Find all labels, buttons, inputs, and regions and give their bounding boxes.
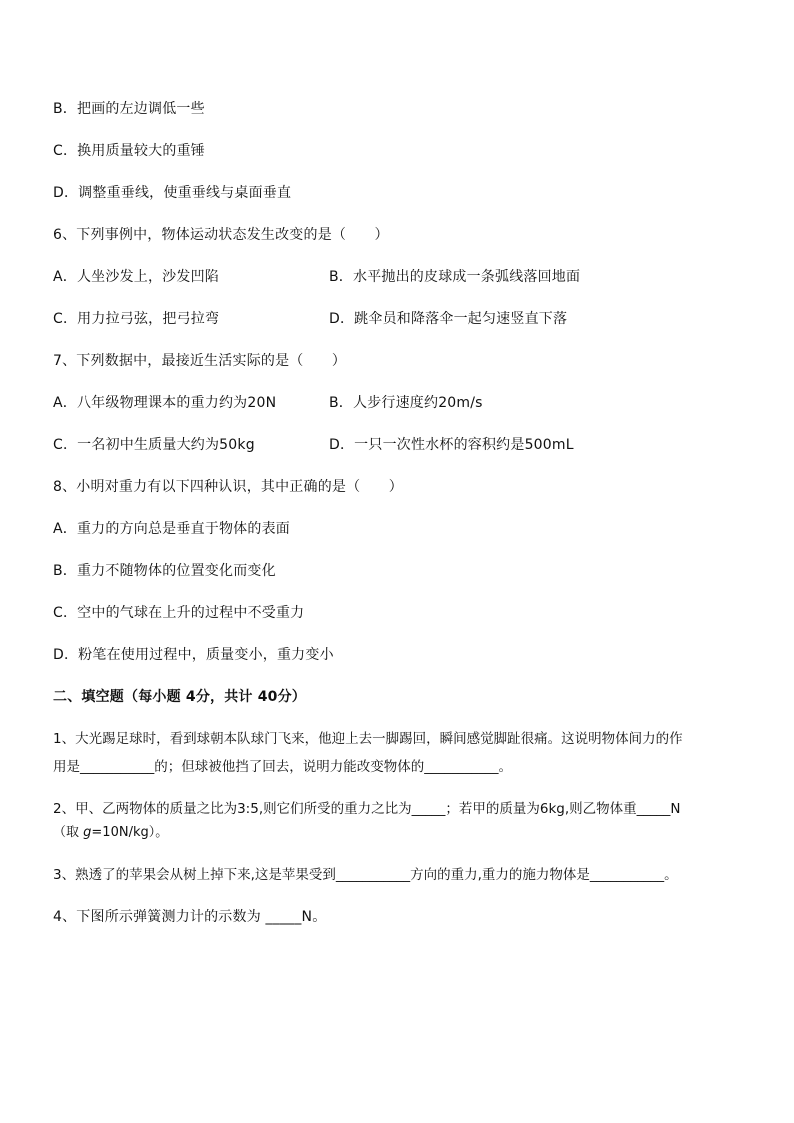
fill2-line2-prefix: （取 (53, 825, 84, 840)
q6-option-c: C．用力拉弓弦，把弓拉弯 (53, 311, 220, 327)
q6-stem: 6、下列事例中，物体运动状态发生改变的是（ ） (53, 227, 389, 243)
fill1-line2: 用是___________的；但球被他挡了回去，说明力能改变物体的___________。 (53, 759, 512, 775)
fill2-line2-suffix: =10N/kg）。 (91, 825, 169, 840)
q8-option-a: A．重力的方向总是垂直于物体的表面 (53, 521, 290, 537)
q6-option-a: A．人坐沙发上，沙发凹陷 (53, 269, 219, 285)
q6-option-b: B．水平抛出的皮球成一条弧线落回地面 (329, 269, 581, 285)
q8-stem: 8、小明对重力有以下四种认识，其中正确的是（ ） (53, 479, 403, 495)
section-heading-fill-in: 二、填空题（每小题 4分，共计 40分） (53, 689, 306, 705)
q8-option-d: D．粉笔在使用过程中，质量变小，重力变小 (53, 647, 334, 663)
q8-option-c: C．空中的气球在上升的过程中不受重力 (53, 605, 305, 621)
q5-option-b: B．把画的左边调低一些 (53, 101, 205, 117)
gravity-symbol-g: g (83, 825, 92, 840)
q7-option-d: D．一只一次性水杯的容积约是500mL (329, 437, 574, 453)
q5-option-c: C．换用质量较大的重锤 (53, 143, 205, 159)
q7-stem: 7、下列数据中，最接近生活实际的是（ ） (53, 353, 347, 369)
fill2-line1: 2、甲、乙两物体的质量之比为3:5,则它们所受的重力之比为_____；若甲的质量为6kg,则乙物体重_____N (53, 801, 681, 817)
q7-option-c: C．一名初中生质量大约为50kg (53, 437, 255, 453)
q7-option-a: A．八年级物理课本的重力约为20N (53, 395, 277, 411)
q5-option-d: D．调整重垂线，使重垂线与桌面垂直 (53, 185, 292, 201)
fill1-line1: 1、大光踢足球时，看到球朝本队球门飞来，他迎上去一脚踢回，瞬间感觉脚趾很痛。这说明物体间力的作 (53, 731, 683, 747)
q7-option-b: B．人步行速度约20m/s (329, 395, 483, 411)
fill4-line1: 4、下图所示弹簧测力计的示数为 _____N。 (53, 909, 327, 925)
q6-option-d: D．跳伞员和降落伞一起匀速竖直下落 (329, 311, 568, 327)
fill3-line1: 3、熟透了的苹果会从树上掉下来,这是苹果受到___________方向的重力,重力的施力物体是___________。 (53, 867, 678, 883)
fill2-line2 (53, 824, 168, 842)
q8-option-b: B．重力不随物体的位置变化而变化 (53, 563, 276, 579)
